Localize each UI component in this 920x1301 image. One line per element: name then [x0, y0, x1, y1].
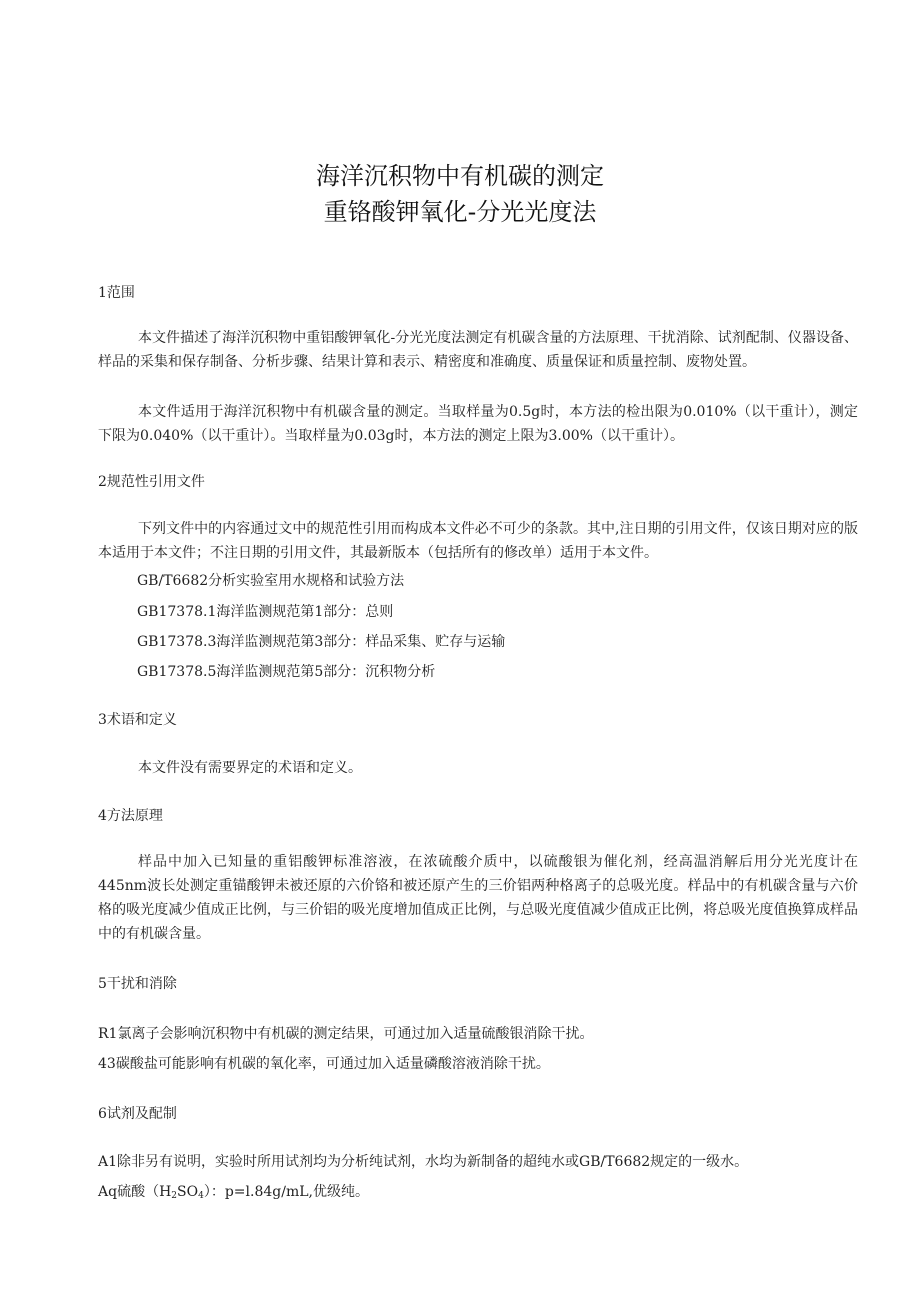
document-title-line1: 海洋沉积物中有机碳的测定	[316, 162, 604, 190]
reference-item: GB17378.5海洋监测规范第5部分：沉积物分析	[137, 664, 436, 680]
section-3-heading: 3术语和定义	[98, 712, 177, 728]
section-5-item: 43碳酸盐可能影响有机碳的氧化率，可通过加入适量磷酸溶液消除干扰。	[98, 1056, 550, 1072]
sulfuric-acid-mid: SO	[177, 1184, 199, 1200]
sulfuric-acid-suffix: ）：p=l.84g∕mL,优级纯。	[203, 1184, 369, 1200]
section-2-heading: 2规范性引用文件	[98, 474, 205, 490]
section-1-heading: 1范围	[98, 285, 135, 301]
section-1-paragraph-2: 本文件适用于海洋沉积物中有机碳含量的测定。当取样量为0.5g时，本方法的检出限为0.010%（以干重计），测定下限为0.040%（以干重计）。当取样量为0.03g时，本方法的测定上限为3.00%（以干重计）。	[98, 404, 858, 444]
section-6-heading: 6试剂及配制	[98, 1106, 177, 1122]
subscript-2: 2	[171, 1191, 178, 1201]
section-6-item-2	[98, 1182, 858, 1206]
section-6-item-1: A1除非另有说明，实验时所用试剂均为分析纯试剂，水均为新制备的超纯水或GB/T6682规定的一级水。	[98, 1154, 749, 1170]
reference-item: GB17378.3海洋监测规范第3部分：样品采集、贮存与运输	[137, 634, 506, 650]
section-3-paragraph-1: 本文件没有需要界定的术语和定义。	[138, 760, 362, 776]
sulfuric-acid-prefix: Aq硫酸（H	[98, 1184, 172, 1200]
section-2-paragraph-1: 下列文件中的内容通过文中的规范性引用而构成本文件必不可少的条款。其中,注日期的引用文件，仅该日期对应的版本适用于本文件；不注日期的引用文件，其最新版本（包括所有的修改单）适用于本文件。	[98, 521, 858, 561]
document-title-line2: 重铬酸钾氧化-分光光度法	[323, 198, 597, 226]
section-4-heading: 4方法原理	[98, 808, 163, 824]
reference-item: GB/T6682分析实验室用水规格和试验方法	[137, 573, 405, 589]
section-4-paragraph-1: 样品中加入已知量的重铝酸钾标准溶液，在浓硫酸介质中，以硫酸银为催化剂，经高温消解后用分光光度计在445nm波长处测定重锚酸钾未被还原的六价铬和被还原产生的三价铝两种格离子的总吸光度。样品中的有机碳含量与六价格的吸光度减少值成正比例，与三价铝的吸光度增加值成正比例，与总吸光度值减少值成正比例，将总吸光度值换算成样品中的有机碳含量。	[98, 854, 858, 942]
section-1-paragraph-1: 本文件描述了海洋沉积物中重铝酸钾氧化-分光光度法测定有机碳含量的方法原理、干扰消除、试剂配制、仪器设备、样品的采集和保存制备、分析步骤、结果计算和表示、精密度和准确度、质量保证和质量控制、废物处置。	[98, 330, 858, 370]
subscript-4: 4	[198, 1191, 204, 1201]
section-5-item: R1氯离子会影响沉积物中有机碳的测定结果，可通过加入适量硫酸银消除干扰。	[98, 1026, 594, 1042]
section-5-heading: 5干扰和消除	[98, 976, 177, 992]
reference-item: GB17378.1海洋监测规范第1部分：总则	[137, 604, 394, 620]
